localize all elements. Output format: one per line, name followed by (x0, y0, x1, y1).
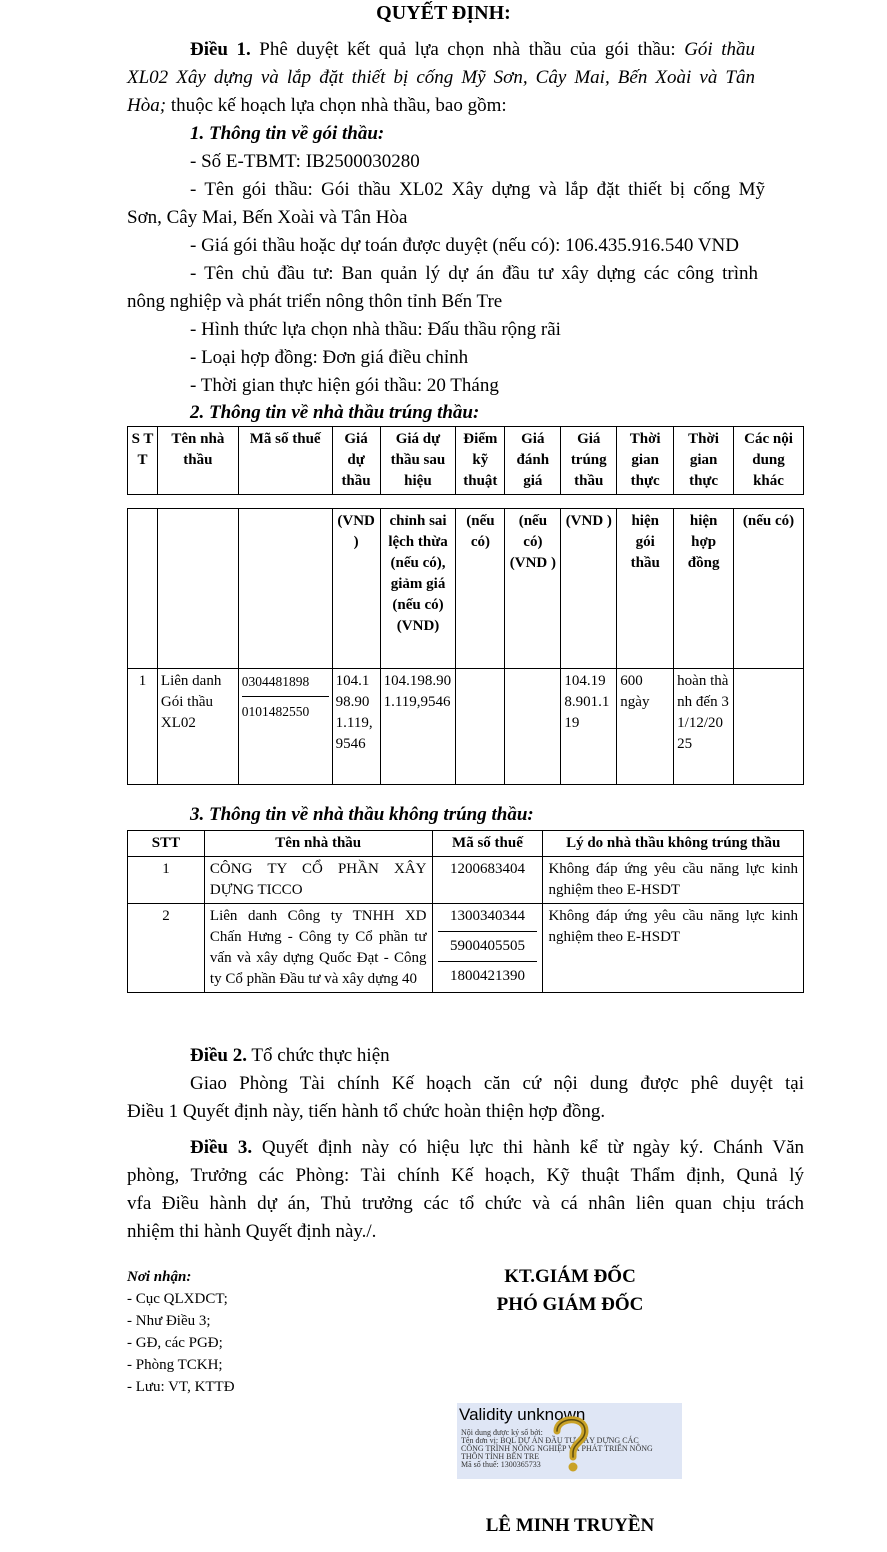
stamp-line: Tên đơn vị: BQL DỰ ÁN ĐẦU TƯ XÂY DỰNG CÁC (461, 1436, 639, 1445)
digital-signature-stamp[interactable] (457, 1403, 682, 1479)
loser-mst-1: 1300340344 (449, 908, 525, 924)
section2-heading: 2. Thông tin về nhà thầu trúng thầu: (190, 402, 480, 423)
loser-col-ten: Tên nhà thầu (204, 831, 432, 857)
page-title: QUYẾT ĐỊNH: (376, 2, 511, 24)
sub-diem: (nếu có) (456, 509, 505, 669)
loser-ly-do: Không đáp ứng yêu cầu năng lực kinh nghiệm theo E-HSDT (543, 904, 804, 993)
dieu2-label: Điều 2. (190, 1045, 247, 1066)
thoi-gian: - Thời gian thực hiện gói thầu: 20 Tháng (190, 375, 499, 396)
signature-title-2: PHÓ GIÁM ĐỐC (496, 1294, 644, 1315)
chu-dau-tu-line2: nông nghiệp và phát triển nông thôn tỉnh Bến Tre (127, 291, 503, 312)
sub-ten (157, 509, 238, 669)
col-gia-du-thau: Giá dự thầu (332, 427, 380, 495)
loai-hop-dong: - Loại hợp đồng: Đơn giá điều chỉnh (190, 347, 469, 368)
winner-header-row (128, 427, 804, 495)
col-diem: Điểm kỹ thuật (456, 427, 505, 495)
ten-goi-line2: Sơn, Cây Mai, Bến Xoài và Tân Hòa (127, 207, 408, 228)
stamp-line: THÔN TỈNH BẾN TRE (461, 1452, 540, 1461)
loser-mst (432, 904, 543, 993)
dieu3-line1 (190, 1134, 804, 1162)
loser-ten: CÔNG TY CỔ PHẦN XÂY DỰNG TICCO (204, 857, 432, 904)
sub-gia-danh-gia: (nếu có) (VND ) (505, 509, 561, 669)
sub-gia-du-thau: (VND ) (332, 509, 380, 669)
section1-heading: 1. Thông tin về gói thầu: (190, 123, 385, 144)
row-ten: Liên danh Gói thầu XL02 (157, 669, 238, 785)
loser-ten: Liên danh Công ty TNHH XD Chấn Hưng - Công ty Cổ phần tư vấn và xây dựng Quốc Đạt - Công ty Cổ phần Đầu tư và xây dựng 40 (204, 904, 432, 993)
loser-table (127, 830, 804, 993)
dieu3-line3: vfa Điều hành dự án, Thủ trưởng các tổ chức và cá nhân liên quan chịu trách (127, 1193, 804, 1214)
dieu2-text: Tổ chức thực hiện (247, 1045, 390, 1066)
table-row (128, 857, 804, 904)
chu-dau-tu-line1: - Tên chủ đầu tư: Ban quản lý dự án đầu tư xây dựng các công trình (190, 263, 758, 284)
winner-table-header (127, 426, 804, 495)
tbmt: - Số E-TBMT: IB2500030280 (190, 151, 420, 172)
col-khac: Các nội dung khác (734, 427, 804, 495)
table-row (128, 669, 804, 785)
loser-stt: 1 (128, 857, 205, 904)
row-diem (456, 669, 505, 785)
dieu1-line1 (190, 36, 755, 64)
row-tg-hd: hoàn thành đến 31/12/2025 (674, 669, 734, 785)
noi-nhan-item: - Cục QLXDCT; (127, 1291, 228, 1307)
row-stt: 1 (128, 669, 158, 785)
noi-nhan-heading: Nơi nhận: (127, 1269, 192, 1285)
sub-gia-sau-hieu: chỉnh sai lệch thừa (nếu có), giảm giá (nếu có) (VND) (380, 509, 456, 669)
ten-goi-line1: - Tên gói thầu: Gói thầu XL02 Xây dựng và lắp đặt thiết bị cống Mỹ (190, 179, 765, 200)
sub-stt (128, 509, 158, 669)
table-row (128, 904, 804, 993)
dieu1-italic: Gói thầu (684, 39, 755, 60)
hinh-thuc: - Hình thức lựa chọn nhà thầu: Đấu thầu rộng rãi (190, 319, 561, 340)
row-gia-danh-gia (505, 669, 561, 785)
stamp-line: Nội dung được ký số bởi: (461, 1428, 543, 1437)
section3-heading: 3. Thông tin về nhà thầu không trúng thầu: (190, 804, 534, 825)
dieu2-line1: Giao Phòng Tài chính Kế hoạch căn cứ nội dung được phê duyệt tại (190, 1073, 804, 1094)
sub-mst (238, 509, 332, 669)
dieu3-text: Quyết định này có hiệu lực thi hành kể từ ngày ký. Chánh Văn (252, 1137, 804, 1158)
row-mst (238, 669, 332, 785)
loser-mst: 1200683404 (432, 857, 543, 904)
dieu3-line2: phòng, Trưởng các Phòng: Tài chính Kế hoạch, Kỹ thuật Thẩm định, Qunả lý (127, 1165, 804, 1186)
col-ten: Tên nhà thầu (157, 427, 238, 495)
loser-header-row (128, 831, 804, 857)
loser-col-mst: Mã số thuế (432, 831, 543, 857)
dieu1-line3-text: thuộc kế hoạch lựa chọn nhà thầu, bao gồm: (166, 95, 507, 116)
dieu2-heading (190, 1042, 390, 1070)
sub-tg-hd: hiện hợp đồng (674, 509, 734, 669)
col-gia-danh-gia: Giá đánh giá (505, 427, 561, 495)
signer-name: LÊ MINH TRUYỀN (485, 1515, 655, 1536)
gia-goi-thau: - Giá gói thầu hoặc dự toán được duyệt (nếu có): 106.435.916.540 VND (190, 235, 739, 256)
col-stt: S T T (128, 427, 158, 495)
loser-col-ly-do: Lý do nhà thầu không trúng thầu (543, 831, 804, 857)
dieu3-label: Điều 3. (190, 1137, 253, 1158)
loser-ly-do: Không đáp ứng yêu cầu năng lực kinh nghiệm theo E-HSDT (543, 857, 804, 904)
col-mst: Mã số thuế (238, 427, 332, 495)
dieu1-line2: XL02 Xây dựng và lắp đặt thiết bị cống Mỹ Sơn, Cây Mai, Bến Xoài và Tân (127, 67, 755, 88)
row-mst-1: 0304481898 (241, 674, 310, 689)
noi-nhan-item: - GĐ, các PGĐ; (127, 1335, 223, 1351)
row-gia-sau-hieu: 104.198.901.119,9546 (380, 669, 456, 785)
col-gia-trung: Giá trúng thầu (561, 427, 617, 495)
winner-table-body (127, 508, 804, 785)
row-gia-du-thau: 104.198.901.119,9546 (332, 669, 380, 785)
dieu3-line4: nhiệm thi hành Quyết định này./. (127, 1221, 377, 1242)
stamp-line: Mã số thuế: 1300365733 (461, 1460, 541, 1469)
noi-nhan-item: - Như Điều 3; (127, 1313, 211, 1329)
noi-nhan (127, 1266, 235, 1398)
question-mark-icon (549, 1411, 593, 1475)
dieu1-text: Phê duyệt kết quả lựa chọn nhà thầu của gói thầu: (250, 39, 685, 60)
loser-col-stt: STT (128, 831, 205, 857)
stamp-line: CÔNG TRÌNH NÔNG NGHIỆP VÀ PHÁT TRIỂN NÔNG (461, 1444, 653, 1453)
row-gia-trung: 104.198.901.119 (561, 669, 617, 785)
dieu1-line3 (127, 92, 507, 120)
noi-nhan-item: - Phòng TCKH; (127, 1357, 223, 1373)
col-tg-hd: Thời gian thực (674, 427, 734, 495)
loser-mst-2: 5900405505 (449, 938, 525, 954)
row-tg-goi: 600 ngày (617, 669, 674, 785)
dieu2-line2: Điều 1 Quyết định này, tiến hành tổ chức hoàn thiện hợp đồng. (127, 1101, 606, 1122)
col-tg-goi: Thời gian thực (617, 427, 674, 495)
noi-nhan-item: - Lưu: VT, KTTĐ (127, 1379, 235, 1395)
loser-stt: 2 (128, 904, 205, 993)
sub-khac: (nếu có) (734, 509, 804, 669)
winner-subheader-row (128, 509, 804, 669)
loser-mst-3: 1800421390 (449, 968, 525, 984)
row-mst-2: 0101482550 (241, 704, 310, 719)
dieu1-label: Điều 1. (190, 39, 251, 60)
row-khac (734, 669, 804, 785)
sub-tg-goi: hiện gói thầu (617, 509, 674, 669)
signature-title-1: KT.GIÁM ĐỐC (504, 1266, 636, 1287)
dieu1-line3-italic: Hòa; (127, 95, 167, 116)
col-gia-sau-hieu: Giá dự thầu sau hiệu (380, 427, 456, 495)
sub-gia-trung: (VND ) (561, 509, 617, 669)
stamp-title: Validity unknown (459, 1405, 586, 1424)
